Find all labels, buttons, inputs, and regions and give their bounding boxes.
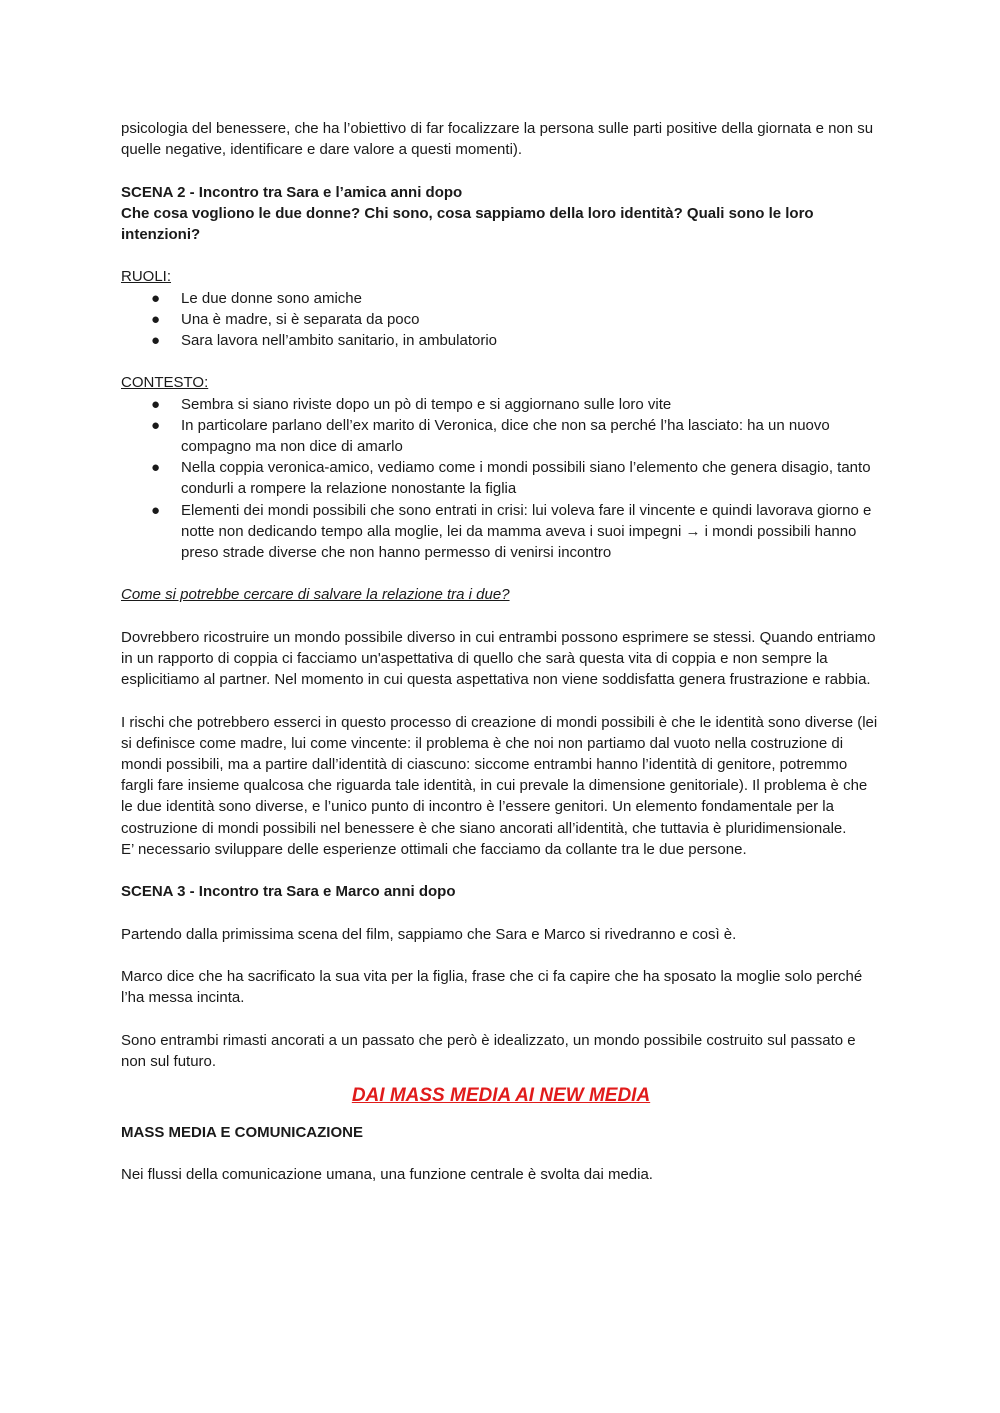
scene3-paragraph-3: Sono entrambi rimasti ancorati a un passato che però è idealizzato, un mondo possibile costruito sul passato e non sul futuro.: [121, 1031, 856, 1070]
list-item: ● In particolare parlano dell’ex marito di Veronica, dice che non sa perché l’ha lasciato: ha un nuovo compagno ma non dice di amarlo: [151, 416, 830, 455]
scene2-paragraph-3: E’ necessario sviluppare delle esperienze ottimali che facciamo da collante tra le due persone.: [121, 840, 747, 858]
list-item: ● Elementi dei mondi possibili che sono entrati in crisi: lui voleva fare il vincente e quindi lavorava giorno e notte non dedicando tempo alla moglie, lei da mamma aveva i suoi impegni → i mondi possibili hanno preso strade diverse che non hanno permesso di venirsi incontro: [151, 501, 872, 562]
mass-media-paragraph-1: Nei flussi della comunicazione umana, una funzione centrale è svolta dai media.: [121, 1166, 653, 1184]
bullet-icon: ●: [151, 395, 161, 413]
mass-media-title: MASS MEDIA E COMUNICAZIONE: [121, 1123, 363, 1141]
scene2-paragraph-1: Dovrebbero ricostruire un mondo possibile diverso in cui entrambi possono esprimere se stessi. Quando entriamo in un rapporto di coppia ci facciamo un'aspettativa di quello che sarà questa vita di coppia e non sempre la esplicitiamo al partner. Nel momento in cui questa aspettativa non viene soddisfatta genera frustrazione e rabbia.: [121, 628, 876, 689]
scene3-title: SCENA 3 - Incontro tra Sara e Marco anni dopo: [121, 883, 456, 901]
document-body: [121, 118, 881, 1186]
scene3-paragraph-2: Marco dice che ha sacrificato la sua vita per la figlia, frase che ci fa capire che ha sposato la moglie solo perché l’ha messa incinta.: [121, 967, 863, 1007]
roles-label: RUOLI:: [121, 268, 172, 286]
context-list: [121, 394, 881, 564]
list-item: ● Nella coppia veronica-amico, vediamo come i mondi possibili siano l’elemento che genera disagio, tanto condurli a rompere la relazione nonostante la figlia: [151, 459, 871, 498]
bullet-icon: ●: [151, 416, 161, 434]
roles-list: [121, 288, 881, 352]
list-item: ● Una è madre, si è separata da poco: [121, 309, 881, 330]
context-label: CONTESTO:: [121, 374, 209, 392]
scene2-paragraph-2: I rischi che potrebbero esserci in questo processo di creazione di mondi possibili è che le identità sono diverse (lei si definisce come madre, lui come vincente: il problema è che noi non partiamo dal vuoto nella costruzione di mondi possibili, ma a partire dall’identità di ciascuno: siccome entrambi hanno l’identità di genitore, potremmo fargli fare insieme qualcosa che riguarda tale identità, in cui prevale la dimensione genitoriale). Il problema è che le due identità sono diverse, e l’unico punto di incontro è l’essere genitori. Un elemento fondamentale per la costruzione di mondi possibili nel benessere è che siano ancorati all’identità, che tuttavia è pluridimensionale.: [121, 713, 878, 837]
list-item: ● Sembra si siano riviste dopo un pò di tempo e si aggiornano sulle loro vite: [121, 394, 881, 415]
intro-paragraph: psicologia del benessere, che ha l’obiettivo di far focalizzare la persona sulle parti positive della giornata e non su quelle negative, identificare e dare valore a questi momenti).: [121, 120, 874, 159]
bullet-icon: ●: [151, 459, 161, 477]
bullet-icon: ●: [151, 501, 161, 519]
scene2-title: SCENA 2 - Incontro tra Sara e l’amica anni dopo: [121, 183, 463, 201]
bullet-icon: ●: [151, 310, 161, 328]
scene3-paragraph-1: Partendo dalla primissima scena del film, sappiamo che Sara e Marco si rivedranno e così è.: [121, 925, 737, 943]
scene2-question: Che cosa vogliono le due donne? Chi sono, cosa sappiamo della loro identità? Quali sono le loro intenzioni?: [121, 204, 814, 243]
list-item: ● Le due donne sono amiche: [121, 288, 881, 309]
bullet-icon: ●: [151, 332, 161, 349]
bullet-icon: ●: [151, 289, 161, 307]
list-item: ● Sara lavora nell’ambito sanitario, in ambulatorio: [121, 330, 881, 351]
section-heading: DAI MASS MEDIA AI NEW MEDIA: [351, 1084, 651, 1106]
scene2-question-2: Come si potrebbe cercare di salvare la relazione tra i due?: [121, 586, 510, 604]
